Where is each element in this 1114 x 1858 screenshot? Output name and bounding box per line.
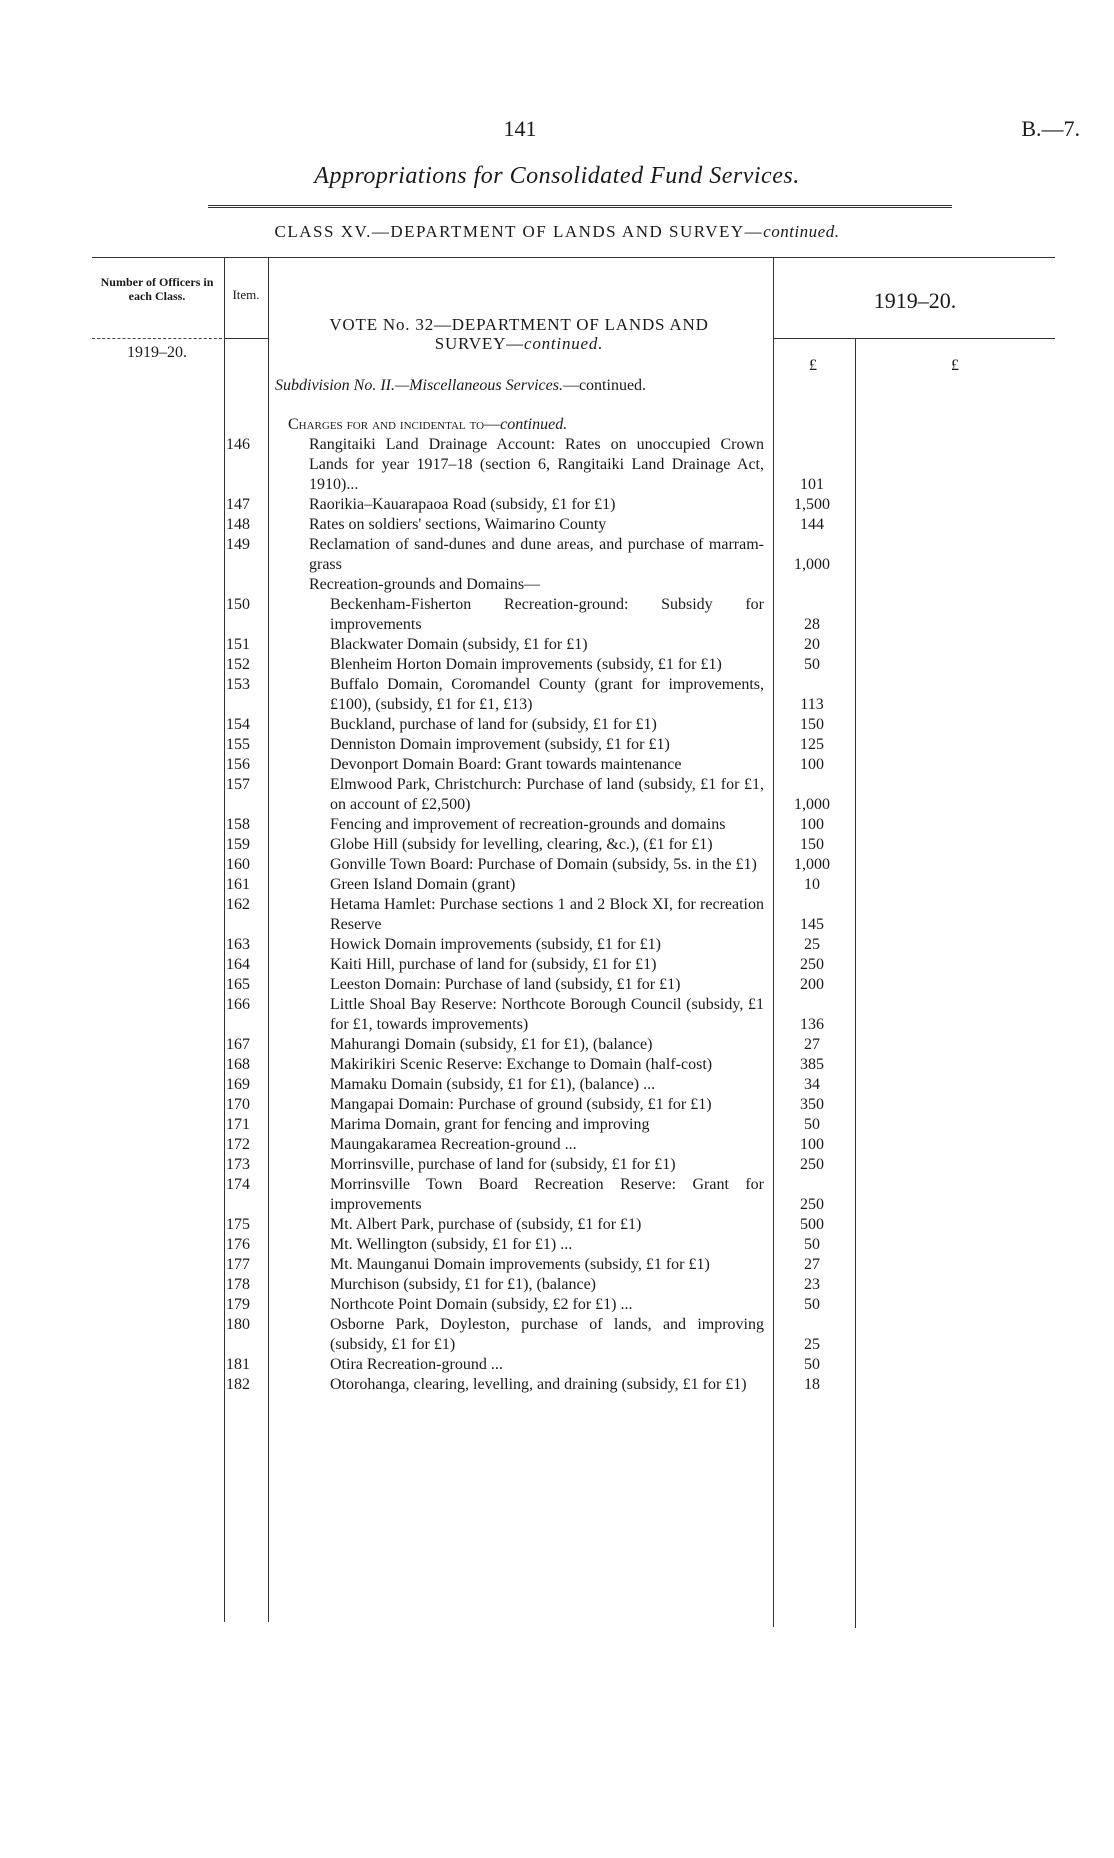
item-number: 164 [226, 956, 250, 973]
item-amount: 25 [804, 936, 820, 953]
item-description: Elmwood Park, Christchurch: Purchase of land (subsidy, £1 for £1, on account of £2,500) [330, 776, 764, 813]
item-description: Osborne Park, Doyleston, purchase of lands, and improving (subsidy, £1 for £1) [330, 1316, 764, 1353]
item-description-cell [309, 575, 764, 595]
item-description-cell [330, 1075, 764, 1095]
item-description-cell [330, 1175, 764, 1215]
item-description: Maungakaramea Recreation-ground ... [330, 1136, 577, 1153]
item-header-rule [224, 338, 268, 339]
table-row [0, 835, 1114, 855]
item-description: Otira Recreation-ground ... [330, 1356, 503, 1373]
item-description: Denniston Domain improvement (subsidy, £1 for £1) [330, 736, 670, 753]
item-amount: 500 [800, 1216, 824, 1233]
item-number: 160 [226, 856, 250, 873]
item-description-cell [330, 1315, 764, 1355]
vote-title-line2: SURVEY—continued. [434, 334, 604, 353]
item-amount: 1,500 [794, 496, 830, 513]
item-description-cell [330, 955, 764, 975]
charges-heading-main: Charges for and incidental to— [288, 416, 501, 433]
table-row [0, 495, 1114, 515]
charges-heading [288, 416, 768, 434]
item-description: Leeston Domain: Purchase of land (subsidy, £1 for £1) [330, 976, 681, 993]
table-row [0, 1375, 1114, 1395]
item-description-cell [330, 1295, 764, 1315]
item-description: Mt. Albert Park, purchase of (subsidy, £1 for £1) [330, 1216, 642, 1233]
currency-symbol-b: £ [951, 357, 959, 374]
table-row [0, 1155, 1114, 1175]
item-number: 150 [226, 596, 250, 613]
item-number: 162 [226, 896, 250, 913]
class-heading-main: CLASS XV.—DEPARTMENT OF LANDS AND SURVEY— [274, 222, 764, 241]
table-row [0, 515, 1114, 535]
item-description-cell [330, 1235, 764, 1255]
item-amount: 101 [800, 476, 824, 493]
item-description: Green Island Domain (grant) [330, 876, 516, 893]
item-description-cell [309, 515, 764, 535]
item-description: Devonport Domain Board: Grant towards maintenance [330, 756, 682, 773]
item-description: Murchison (subsidy, £1 for £1), (balance) [330, 1276, 597, 1293]
item-number: 149 [226, 536, 250, 553]
table-row [0, 955, 1114, 975]
table-top-rule [92, 257, 1055, 258]
item-description: Fencing and improvement of recreation-grounds and domains [330, 816, 726, 833]
title-rule-top-2 [208, 207, 952, 208]
item-amount: 1,000 [794, 796, 830, 813]
item-number: 180 [226, 1316, 250, 1333]
subdivision-continued: —continued. [562, 377, 647, 394]
item-amount: 20 [804, 636, 820, 653]
page-number: 141 [503, 116, 537, 141]
item-number: 154 [226, 716, 250, 733]
item-amount: 1,000 [794, 856, 830, 873]
item-description-cell [330, 1375, 764, 1395]
item-description: Gonville Town Board: Purchase of Domain (subsidy, 5s. in the £1) [330, 856, 757, 873]
table-row [0, 1075, 1114, 1095]
item-number: 157 [226, 776, 250, 793]
item-amount: 113 [800, 696, 824, 713]
item-description-cell [330, 675, 764, 715]
item-description: Kaiti Hill, purchase of land for (subsidy, £1 for £1) [330, 956, 657, 973]
item-description-cell [330, 875, 764, 895]
table-row [0, 1235, 1114, 1255]
item-description-cell [330, 715, 764, 735]
item-amount: 150 [800, 836, 824, 853]
item-description: Recreation-grounds and Domains— [309, 576, 541, 593]
item-description-cell [309, 435, 764, 495]
item-number: 182 [226, 1376, 250, 1393]
item-description: Mt. Wellington (subsidy, £1 for £1) ... [330, 1236, 573, 1253]
year-column-header: 1919–20. [873, 288, 957, 313]
item-amount: 250 [800, 956, 824, 973]
table-row [0, 1055, 1114, 1075]
item-description: Hetama Hamlet: Purchase sections 1 and 2 Block XI, for recreation Reserve [330, 896, 764, 933]
item-column-header: Item. [232, 287, 260, 302]
items-table [0, 435, 1114, 1395]
item-amount: 23 [804, 1276, 820, 1293]
item-amount: 50 [804, 1236, 820, 1253]
item-amount: 125 [800, 736, 824, 753]
item-number: 166 [226, 996, 250, 1013]
item-amount: 25 [804, 1336, 820, 1353]
item-number: 175 [226, 1216, 250, 1233]
item-amount: 200 [800, 976, 824, 993]
item-description-cell [309, 495, 764, 515]
item-description-cell [330, 1055, 764, 1075]
item-description-cell [330, 1095, 764, 1115]
table-row [0, 855, 1114, 875]
table-row [0, 975, 1114, 995]
item-description: Blenheim Horton Domain improvements (subsidy, £1 for £1) [330, 656, 722, 673]
table-row [0, 1135, 1114, 1155]
table-row [0, 435, 1114, 495]
item-description: Northcote Point Domain (subsidy, £2 for £1) ... [330, 1296, 633, 1313]
item-amount: 100 [800, 756, 824, 773]
item-amount: 250 [800, 1156, 824, 1173]
item-number: 169 [226, 1076, 250, 1093]
item-description-cell [330, 1215, 764, 1235]
table-row [0, 1255, 1114, 1275]
item-description-cell [330, 975, 764, 995]
item-amount: 385 [800, 1056, 824, 1073]
item-amount: 1,000 [794, 556, 830, 573]
item-description-cell [330, 735, 764, 755]
table-row [0, 1175, 1114, 1215]
item-description: Blackwater Domain (subsidy, £1 for £1) [330, 636, 588, 653]
table-row [0, 995, 1114, 1035]
item-number: 174 [226, 1176, 250, 1193]
item-amount: 34 [804, 1076, 820, 1093]
item-description-cell [330, 755, 764, 775]
item-description: Rates on soldiers' sections, Waimarino County [309, 516, 607, 533]
item-number: 176 [226, 1236, 250, 1253]
item-number: 167 [226, 1036, 250, 1053]
item-amount: 50 [804, 1356, 820, 1373]
item-description: Mangapai Domain: Purchase of ground (subsidy, £1 for £1) [330, 1096, 712, 1113]
item-number: 163 [226, 936, 250, 953]
table-row [0, 935, 1114, 955]
table-row [0, 1115, 1114, 1135]
table-row [0, 1315, 1114, 1355]
table-row [0, 895, 1114, 935]
item-description: Mt. Maunganui Domain improvements (subsidy, £1 for £1) [330, 1256, 710, 1273]
subdivision-heading [275, 377, 770, 395]
table-row [0, 1275, 1114, 1295]
charges-heading-continued: continued. [500, 416, 568, 433]
item-number: 171 [226, 1116, 250, 1133]
item-description-cell [330, 1255, 764, 1275]
item-description: Morrinsville Town Board Recreation Reserve: Grant for improvements [330, 1176, 764, 1213]
item-number: 173 [226, 1156, 250, 1173]
item-description-cell [330, 1355, 764, 1375]
table-row [0, 1295, 1114, 1315]
item-description-cell [309, 535, 764, 575]
table-row [0, 1355, 1114, 1375]
item-description: Little Shoal Bay Reserve: Northcote Borough Council (subsidy, £1 for £1, towards improvements) [330, 996, 764, 1033]
item-description: Mamaku Domain (subsidy, £1 for £1), (balance) ... [330, 1076, 656, 1093]
item-description-cell [330, 595, 764, 635]
page-title: Appropriations for Consolidated Fund Services. [314, 163, 800, 189]
item-number: 152 [226, 656, 250, 673]
item-number: 168 [226, 1056, 250, 1073]
table-row [0, 1215, 1114, 1235]
item-amount: 27 [804, 1256, 820, 1273]
item-number: 181 [226, 1356, 250, 1373]
item-description: Buckland, purchase of land for (subsidy, £1 for £1) [330, 716, 657, 733]
item-number: 172 [226, 1136, 250, 1153]
class-heading [0, 222, 1114, 242]
item-number: 165 [226, 976, 250, 993]
item-description: Beckenham-Fisherton Recreation-ground: Subsidy for improvements [330, 596, 764, 633]
item-description-cell [330, 1115, 764, 1135]
item-description-cell [330, 995, 764, 1035]
officers-header-rule [92, 338, 222, 339]
item-amount: 100 [800, 816, 824, 833]
item-description: Reclamation of sand-dunes and dune areas, and purchase of marram-grass [309, 536, 764, 573]
item-amount: 28 [804, 616, 820, 633]
table-row [0, 755, 1114, 775]
item-number: 177 [226, 1256, 250, 1273]
item-description: Otorohanga, clearing, levelling, and draining (subsidy, £1 for £1) [330, 1376, 747, 1393]
item-description: Globe Hill (subsidy for levelling, clearing, &c.), (£1 for £1) [330, 836, 713, 853]
item-description-cell [330, 935, 764, 955]
item-number: 179 [226, 1296, 250, 1313]
item-description-cell [330, 815, 764, 835]
table-row [0, 635, 1114, 655]
officers-column-header: Number of Officers in each Class. [100, 275, 214, 303]
item-number: 146 [226, 436, 250, 453]
item-description-cell [330, 895, 764, 935]
page-reference: B.—7. [1021, 116, 1080, 141]
title-rule-top [208, 205, 952, 206]
item-number: 161 [226, 876, 250, 893]
item-amount: 250 [800, 1196, 824, 1213]
year-header-rule [773, 338, 1055, 339]
item-amount: 50 [804, 656, 820, 673]
table-row [0, 815, 1114, 835]
item-description: Howick Domain improvements (subsidy, £1 for £1) [330, 936, 661, 953]
currency-symbol-a: £ [809, 357, 817, 374]
vote-title-line1: VOTE No. 32—DEPARTMENT OF LANDS AND [329, 315, 709, 334]
table-row [0, 655, 1114, 675]
item-amount: 150 [800, 716, 824, 733]
item-number: 170 [226, 1096, 250, 1113]
item-amount: 350 [800, 1096, 824, 1113]
item-amount: 27 [804, 1036, 820, 1053]
item-description: Rangitaiki Land Drainage Account: Rates on unoccupied Crown Lands for year 1917–18 (section 6, Rangitaiki Land Drainage Act, 1910)... [309, 436, 764, 493]
item-description: Raorikia–Kauarapaoa Road (subsidy, £1 for £1) [309, 496, 616, 513]
item-amount: 100 [800, 1136, 824, 1153]
item-number: 148 [226, 516, 250, 533]
item-description-cell [330, 1275, 764, 1295]
item-description-cell [330, 855, 764, 875]
subdivision-title: Subdivision No. II.—Miscellaneous Services. [275, 377, 563, 394]
item-amount: 144 [800, 516, 824, 533]
item-number: 155 [226, 736, 250, 753]
table-row [0, 675, 1114, 715]
item-number: 147 [226, 496, 250, 513]
item-description-cell [330, 655, 764, 675]
item-description-cell [330, 835, 764, 855]
table-row [0, 575, 1114, 595]
class-heading-continued: continued. [763, 222, 840, 241]
item-number: 151 [226, 636, 250, 653]
item-amount: 50 [804, 1296, 820, 1313]
item-description-cell [330, 1035, 764, 1055]
item-description-cell [330, 1135, 764, 1155]
item-number: 159 [226, 836, 250, 853]
item-description-cell [330, 775, 764, 815]
item-description: Makirikiri Scenic Reserve: Exchange to Domain (half-cost) [330, 1056, 713, 1073]
item-description-cell [330, 1155, 764, 1175]
item-amount: 136 [800, 1016, 824, 1033]
item-amount: 18 [804, 1376, 820, 1393]
table-row [0, 595, 1114, 635]
item-amount: 10 [804, 876, 820, 893]
item-number: 158 [226, 816, 250, 833]
item-description: Morrinsville, purchase of land for (subsidy, £1 for £1) [330, 1156, 676, 1173]
table-row [0, 1095, 1114, 1115]
item-description: Marima Domain, grant for fencing and improving [330, 1116, 650, 1133]
item-number: 153 [226, 676, 250, 693]
item-description: Mahurangi Domain (subsidy, £1 for £1), (balance) [330, 1036, 653, 1053]
table-row [0, 735, 1114, 755]
item-description-cell [330, 635, 764, 655]
item-number: 178 [226, 1276, 250, 1293]
vote-title [270, 315, 768, 353]
item-number: 156 [226, 756, 250, 773]
table-row [0, 775, 1114, 815]
table-row [0, 535, 1114, 575]
item-description: Buffalo Domain, Coromandel County (grant for improvements, £100), (subsidy, £1 for £1, £13) [330, 676, 764, 713]
item-amount: 50 [804, 1116, 820, 1133]
item-amount: 145 [800, 916, 824, 933]
table-row [0, 715, 1114, 735]
table-row [0, 1035, 1114, 1055]
table-row [0, 875, 1114, 895]
officers-year: 1919–20. [127, 344, 187, 361]
